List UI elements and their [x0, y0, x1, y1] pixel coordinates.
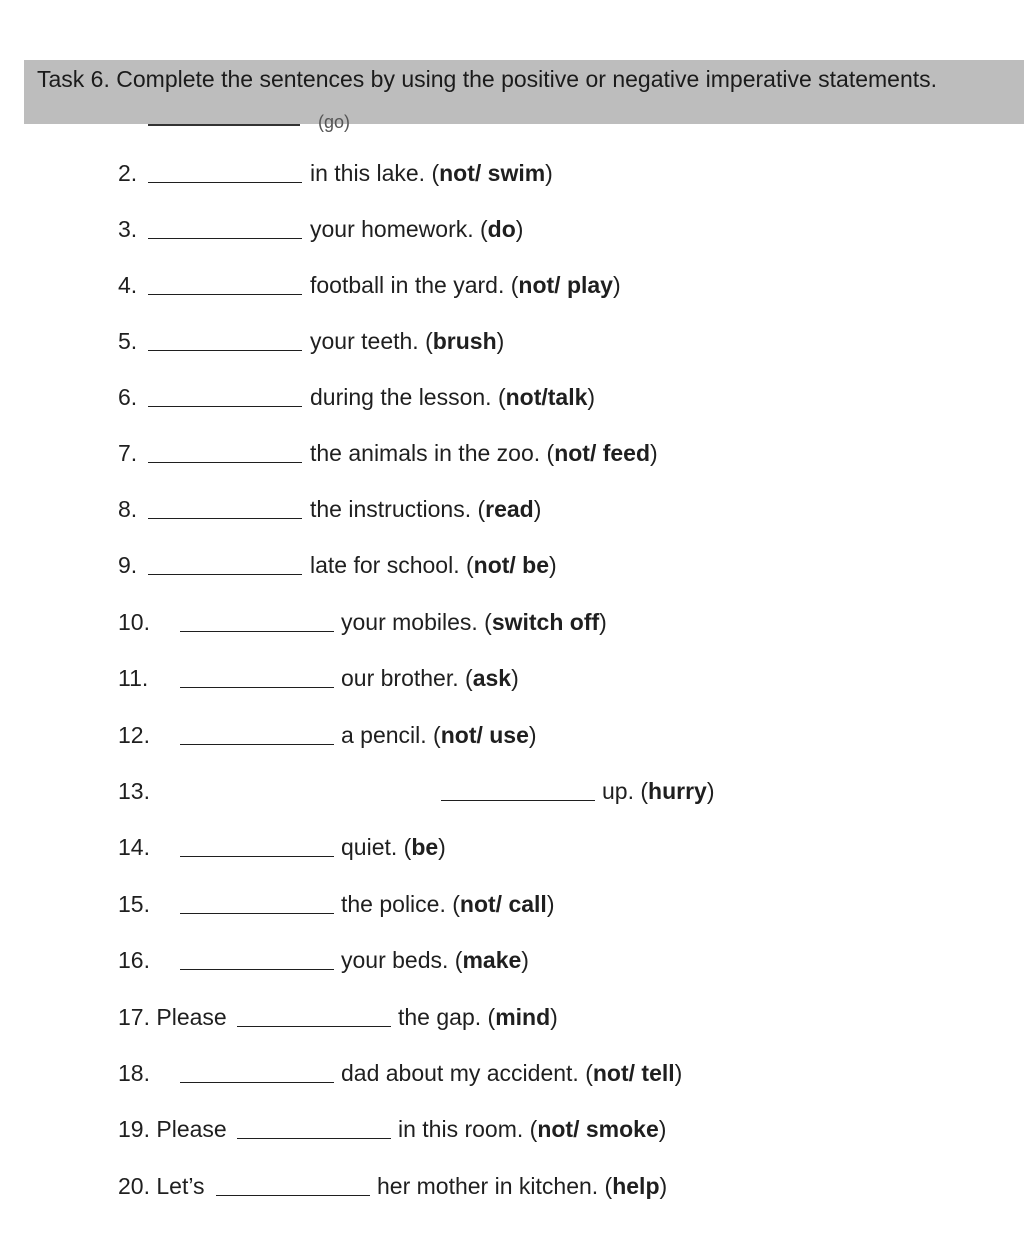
item-rest: football in the yard. (: [310, 272, 519, 298]
item-rest: the gap. (: [398, 1004, 496, 1030]
item-close: ): [612, 272, 621, 298]
item-number: 14.: [118, 834, 150, 860]
item-hint: not/talk: [505, 384, 588, 410]
answer-blank[interactable]: [216, 1195, 370, 1196]
item-number: 7.: [118, 440, 138, 466]
item-text: [398, 1114, 666, 1144]
item-rest: your teeth. (: [310, 328, 433, 354]
answer-blank[interactable]: [180, 744, 334, 745]
item-text: [310, 550, 557, 580]
answer-blank[interactable]: [148, 574, 302, 575]
answer-blank[interactable]: [180, 631, 334, 632]
item-hint: not/ smoke: [537, 1116, 659, 1142]
item-rest: your homework. (: [310, 216, 488, 242]
item-number: 20. Let’s: [118, 1173, 205, 1199]
item-text: [398, 1002, 558, 1032]
item-text: [310, 382, 595, 412]
item-hint: not/ use: [440, 722, 529, 748]
item-rest: dad about my accident. (: [341, 1060, 593, 1086]
answer-blank[interactable]: [441, 800, 595, 801]
item-text: [377, 1171, 667, 1201]
item-number: 8.: [118, 496, 138, 522]
item-number: 2.: [118, 160, 138, 186]
item-number: 19. Please: [118, 1116, 227, 1142]
item-number: 17. Please: [118, 1004, 227, 1030]
item-text: [341, 607, 607, 637]
answer-blank[interactable]: [148, 406, 302, 407]
answer-blank[interactable]: [148, 294, 302, 295]
answer-blank[interactable]: [237, 1138, 391, 1139]
answer-blank[interactable]: [180, 913, 334, 914]
item-hint: brush: [432, 328, 497, 354]
item-number: 18.: [118, 1060, 150, 1086]
item-rest: up. (: [602, 778, 649, 804]
item-number: 16.: [118, 947, 150, 973]
item-close: ): [549, 552, 557, 578]
item-close: ): [550, 1004, 558, 1030]
item-close: ): [528, 722, 537, 748]
item-text: [310, 214, 523, 244]
item-hint: not/ swim: [439, 160, 546, 186]
item-text: [310, 326, 504, 356]
item-text: [341, 720, 537, 750]
item-hint: switch off: [491, 609, 600, 635]
item-close: ): [438, 834, 446, 860]
item-rest: your beds. (: [341, 947, 463, 973]
task-header: [24, 60, 1024, 124]
item-hint: be: [411, 834, 439, 860]
item-number: 13.: [118, 778, 150, 804]
item-hint: not/ feed: [554, 440, 651, 466]
item-text: [341, 1058, 682, 1088]
item-close: ): [659, 1173, 668, 1199]
item-close: ): [496, 328, 505, 354]
item-close: ): [533, 496, 542, 522]
item-text: [602, 776, 715, 806]
item-rest: your mobiles. (: [341, 609, 492, 635]
item-close: ): [546, 891, 555, 917]
item-close: ): [587, 384, 596, 410]
answer-blank[interactable]: [180, 856, 334, 857]
item-hint: do: [487, 216, 516, 242]
answer-blank[interactable]: [237, 1026, 391, 1027]
item-rest: her mother in kitchen. (: [377, 1173, 613, 1199]
item-close: ): [599, 609, 607, 635]
item-hint: not/ call: [459, 891, 547, 917]
item-text: [310, 438, 658, 468]
item-number: 6.: [118, 384, 138, 410]
item-rest: our brother. (: [341, 665, 473, 691]
item-number: 9.: [118, 552, 138, 578]
item-rest: the police. (: [341, 891, 460, 917]
item-close: ): [706, 778, 715, 804]
item-close: ): [511, 665, 519, 691]
item-hint: not/ play: [518, 272, 613, 298]
task-title: Task 6. Complete the sentences by using the positive or negative imperative statements.: [37, 66, 938, 92]
item-close: ): [515, 216, 524, 242]
item-hint: mind: [495, 1004, 551, 1030]
item-hint: not/ tell: [592, 1060, 675, 1086]
answer-blank[interactable]: [148, 182, 302, 183]
answer-blank[interactable]: [180, 1082, 334, 1083]
item-hint: ask: [472, 665, 512, 691]
answer-blank[interactable]: [148, 518, 302, 519]
item-text: [341, 832, 446, 862]
item-number: 10.: [118, 609, 150, 635]
item-text: [341, 663, 519, 693]
item-rest: the instructions. (: [310, 496, 486, 522]
item-hint: hurry: [648, 778, 707, 804]
item-close: ): [658, 1116, 667, 1142]
item-number: 15.: [118, 891, 150, 917]
cut-off-sentence: [148, 112, 468, 132]
item-rest: in this lake. (: [310, 160, 440, 186]
item-hint: read: [485, 496, 534, 522]
item-close: ): [674, 1060, 683, 1086]
item-text: [310, 270, 621, 300]
answer-blank[interactable]: [148, 462, 302, 463]
item-close: ): [545, 160, 553, 186]
answer-blank[interactable]: [180, 969, 334, 970]
item-number: 11.: [118, 665, 149, 691]
answer-blank[interactable]: [180, 687, 334, 688]
item-number: 4.: [118, 272, 138, 298]
item-close: ): [650, 440, 658, 466]
item-hint: help: [612, 1173, 660, 1199]
item-number: 12.: [118, 722, 150, 748]
item-number: 3.: [118, 216, 138, 242]
item-rest: a pencil. (: [341, 722, 441, 748]
item-rest: in this room. (: [398, 1116, 538, 1142]
item-text: [341, 945, 529, 975]
item-rest: during the lesson. (: [310, 384, 506, 410]
answer-blank[interactable]: [148, 238, 302, 239]
item-rest: the animals in the zoo. (: [310, 440, 555, 466]
item-rest: late for school. (: [310, 552, 474, 578]
answer-blank: [148, 124, 300, 126]
item-text: [341, 889, 554, 919]
item-hint: make: [462, 947, 522, 973]
item-text: [310, 494, 541, 524]
item-text: [310, 158, 553, 188]
item-number: 5.: [118, 328, 138, 354]
item-hint: not/ be: [473, 552, 550, 578]
cut-off-text: (go): [318, 112, 351, 132]
answer-blank[interactable]: [148, 350, 302, 351]
item-close: ): [521, 947, 529, 973]
item-rest: quiet. (: [341, 834, 412, 860]
